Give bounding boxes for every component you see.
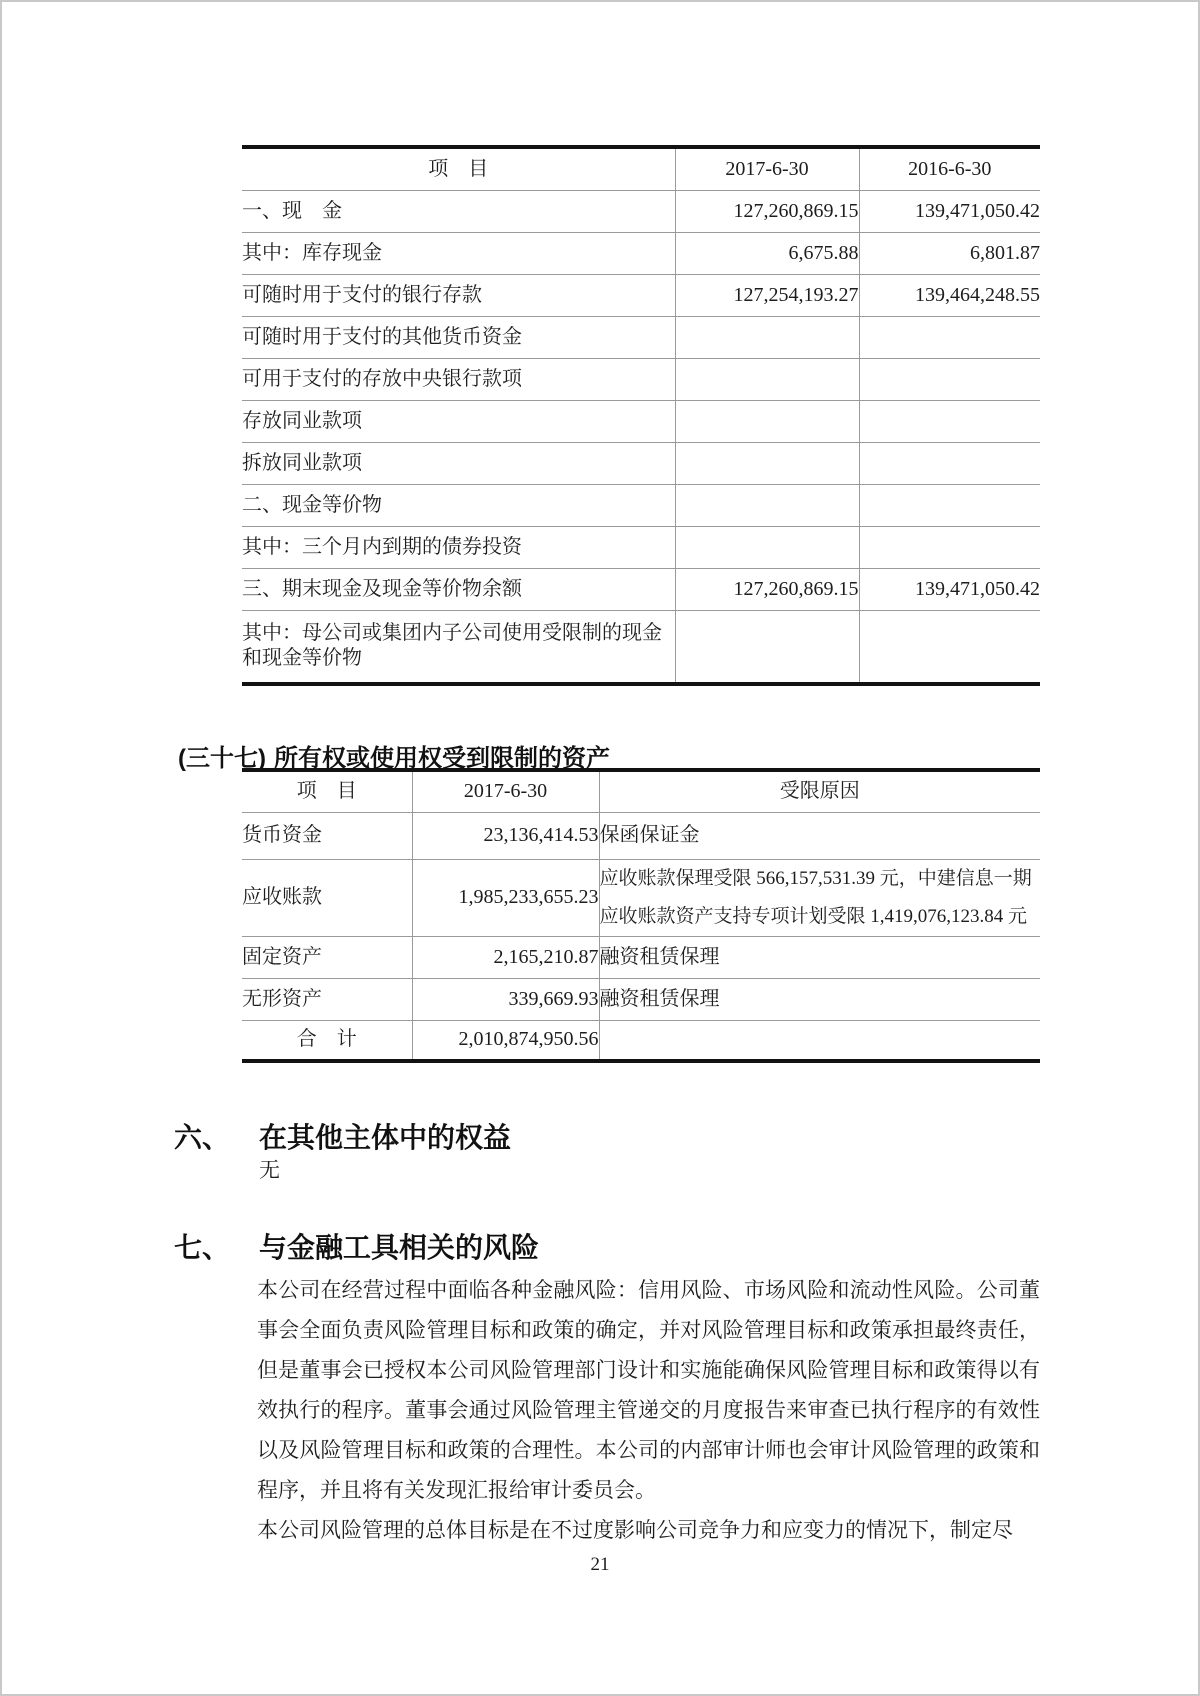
restriction-reason: 融资租赁保理 — [599, 978, 1040, 1020]
paragraph: 本公司在经营过程中面临各种金融风险：信用风险、市场风险和流动性风险。公司董事会全面负责风险管理目标和政策的确定，并对风险管理目标和政策承担最终责任，但是董事会已授权本公司风险管理部门设计和实施能确保风险管理目标和政策得以有效执行的程序。董事会通过风险管理主管递交的月度报告来审查已执行程序的有效性以及风险管理目标和政策的合理性。本公司的内部审计师也会审计风险管理的政策和程序，并且将有关发现汇报给审计委员会。 — [257, 1278, 1040, 1502]
value-2017: 127,260,869.15 — [675, 190, 859, 232]
value-2017 — [675, 442, 859, 484]
item-label: 货币资金 — [242, 824, 322, 846]
restriction-reason — [599, 859, 1040, 936]
total-label: 合 计 — [296, 1028, 357, 1051]
table-row — [242, 316, 1040, 358]
item-label: 一、现 金 — [242, 199, 342, 222]
table-row — [242, 526, 1040, 568]
restriction-reason-line: 应收账款资产支持专项计划受限 1,419,076,123.84 元 — [599, 905, 1028, 927]
item-label: 可随时用于支付的银行存款 — [242, 283, 482, 306]
item-label: 无形资产 — [242, 987, 322, 1010]
table-row — [242, 358, 1040, 400]
cash-flow-table — [242, 145, 1040, 686]
item-label: 可随时用于支付的其他货币资金 — [242, 325, 522, 348]
column-header-reason: 受限原因 — [599, 770, 1040, 812]
section-6-content: 无 — [259, 1158, 280, 1182]
paragraph: 本公司风险管理的总体目标是在不过度影响公司竞争力和应变力的情况下，制定尽 — [257, 1518, 1013, 1542]
item-label: 可用于支付的存放中央银行款项 — [242, 367, 522, 390]
table-row — [242, 484, 1040, 526]
item-label: 二、现金等价物 — [242, 493, 382, 516]
value-2016: 139,464,248.55 — [859, 274, 1040, 316]
value-2017 — [675, 400, 859, 442]
value-2016: 139,471,050.42 — [859, 568, 1040, 610]
section-37-number: (三十七) — [178, 745, 266, 772]
item-label: 拆放同业款项 — [242, 451, 362, 474]
restricted-assets-table — [242, 768, 1040, 1063]
value-2016: 6,801.87 — [859, 232, 1040, 274]
restriction-reason — [599, 1020, 1040, 1061]
column-header-2016: 2016-6-30 — [859, 147, 1040, 190]
value-2017 — [675, 610, 859, 684]
restricted-value: 339,669.93 — [412, 978, 599, 1020]
table-row — [242, 610, 1040, 684]
restricted-value: 23,136,414.53 — [412, 812, 599, 859]
value-2017 — [675, 526, 859, 568]
restricted-value: 2,165,210.87 — [412, 936, 599, 978]
value-2017 — [675, 316, 859, 358]
section-6-number: 六、 — [174, 1122, 231, 1153]
value-2016 — [859, 610, 1040, 684]
value-2016 — [859, 442, 1040, 484]
table-row — [242, 936, 1040, 978]
table-row — [242, 812, 1040, 859]
section-6-heading — [174, 1116, 512, 1156]
value-2017: 127,254,193.27 — [675, 274, 859, 316]
value-2017: 6,675.88 — [675, 232, 859, 274]
section-7-number: 七、 — [174, 1232, 231, 1263]
table-row — [242, 442, 1040, 484]
item-label: 应收账款 — [242, 886, 322, 908]
restriction-reason-line: 应收账款保理受限 566,157,531.39 元，中建信息一期 — [599, 867, 1032, 889]
item-label: 其中：三个月内到期的债券投资 — [242, 535, 522, 558]
restricted-value: 1,985,233,655.23 — [412, 859, 599, 936]
table-row — [242, 274, 1040, 316]
value-2016 — [859, 526, 1040, 568]
column-header-2017: 2017-6-30 — [412, 770, 599, 812]
value-2016 — [859, 358, 1040, 400]
table-header-row — [242, 147, 1040, 190]
value-2016 — [859, 400, 1040, 442]
section-7-title: 与金融工具相关的风险 — [259, 1232, 540, 1263]
table-row total-row — [242, 1020, 1040, 1061]
restriction-reason: 保函保证金 — [599, 812, 1040, 859]
item-label: 其中：库存现金 — [242, 241, 382, 264]
value-2017 — [675, 358, 859, 400]
item-label: 其中：母公司或集团内子公司使用受限制的现金和现金等价物 — [242, 622, 662, 670]
table-row — [242, 232, 1040, 274]
value-2016 — [859, 484, 1040, 526]
table-row — [242, 978, 1040, 1020]
page-number: 21 — [590, 1554, 610, 1575]
table-row — [242, 190, 1040, 232]
value-2017 — [675, 484, 859, 526]
section-7-body — [257, 1270, 1040, 1550]
item-label: 存放同业款项 — [242, 409, 362, 432]
column-header-2017: 2017-6-30 — [675, 147, 859, 190]
section-37-title: 所有权或使用权受到限制的资产 — [273, 745, 610, 772]
restriction-reason: 融资租赁保理 — [599, 936, 1040, 978]
column-header-item: 项 目 — [428, 157, 489, 180]
section-6-title: 在其他主体中的权益 — [259, 1122, 512, 1153]
value-2017: 127,260,869.15 — [675, 568, 859, 610]
item-label: 固定资产 — [242, 945, 322, 968]
section-7-heading — [174, 1226, 540, 1266]
table-row — [242, 400, 1040, 442]
total-value: 2,010,874,950.56 — [412, 1020, 599, 1061]
table-header-row — [242, 770, 1040, 812]
column-header-item: 项 目 — [296, 780, 357, 803]
value-2016: 139,471,050.42 — [859, 190, 1040, 232]
value-2016 — [859, 316, 1040, 358]
table-row — [242, 859, 1040, 936]
table-row — [242, 568, 1040, 610]
item-label: 三、期末现金及现金等价物余额 — [242, 577, 522, 600]
